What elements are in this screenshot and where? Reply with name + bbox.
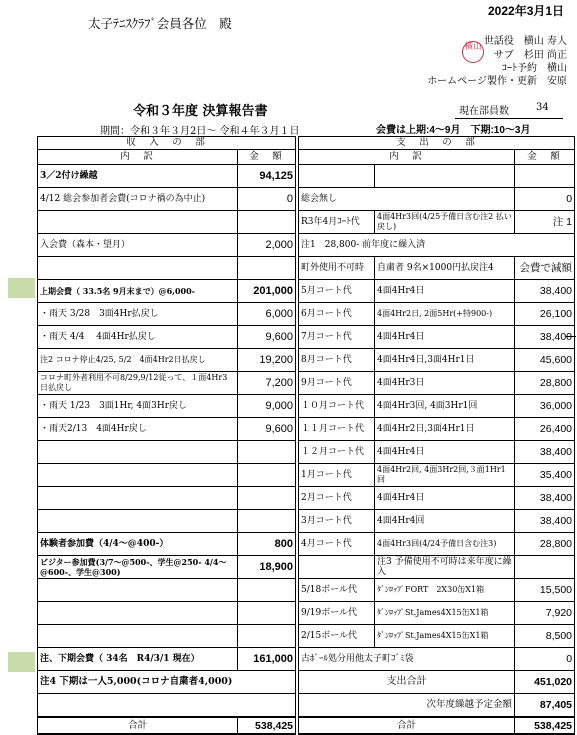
- income-amount: 19,200: [238, 349, 296, 372]
- expense-detail: 4面4Hr2回, 4面3Hr2回,３面1Hr1回: [375, 464, 515, 487]
- expense-item: 8月コート代: [299, 349, 375, 372]
- expense-amount: 38,400: [515, 326, 575, 349]
- expense-item: 総会無し: [299, 188, 515, 211]
- expense-detail: 4面4Hr2日, 2面5Hr(+特900-): [375, 303, 515, 326]
- expense-amount: 45,600: [515, 349, 575, 372]
- expense-amount: 36,000: [515, 395, 575, 418]
- table-row: [38, 464, 575, 487]
- expense-detail: 4面4Hr4日: [375, 326, 515, 349]
- income-amount: 800: [238, 533, 296, 556]
- expense-item: 9月コート代: [299, 372, 375, 395]
- table-row: [38, 211, 575, 234]
- expense-detail: 注3 予備使用不可時は来年度に繰入: [375, 556, 515, 579]
- income-item: ビジター参加費(3/7～@500-、学生@250- 4/4～@600-、学生@300): [38, 556, 238, 579]
- table-row: [38, 234, 575, 257]
- income-amount: 0: [238, 188, 296, 211]
- income-amount: 94,125: [238, 165, 296, 188]
- staff-line-1: 世話役 横山 寿人: [483, 36, 567, 47]
- income-item: [38, 257, 238, 280]
- income-item: [38, 625, 238, 648]
- income-amount: 7,200: [238, 372, 296, 395]
- income-item: [38, 441, 238, 464]
- income-item: コロナ町外者利用不可8/29,9/12従って、１面4Hr3日払戻し: [38, 372, 238, 395]
- expense-amount: [515, 165, 575, 188]
- expense-amount: 38,400: [515, 441, 575, 464]
- expense-amount: 8,500: [515, 625, 575, 648]
- expense-total: 451,020: [515, 671, 575, 694]
- members-value: 34: [536, 102, 549, 113]
- expense-item: 2/15ボール代: [299, 625, 375, 648]
- expense-detail: 4面4Hr3回, 4面3Hr1回: [375, 395, 515, 418]
- expense-detail: 4面4Hr4日: [375, 280, 515, 303]
- expense-detail: 4面4Hr3回(4/24予備日含む注3): [375, 533, 515, 556]
- expense-detail: 4面4Hr4回: [375, 510, 515, 533]
- expense-amount: 注 1: [515, 211, 575, 234]
- report-date: 2022年3月1日: [488, 4, 565, 18]
- table-row: [38, 372, 575, 395]
- table-row: [38, 395, 575, 418]
- income-item: ・雨天2/13 4面4Hr戻し: [38, 418, 238, 441]
- highlight-marker: [8, 652, 35, 672]
- table-row: [38, 602, 575, 625]
- income-amount: [238, 625, 296, 648]
- expense-item: １１月コート代: [299, 418, 375, 441]
- expense-item: 古ﾎﾞｰﾙ処分用他太子町ｺﾞﾐ袋: [299, 648, 515, 671]
- staff-line-3: ｺｰﾄ予約 横山: [502, 63, 567, 74]
- expense-sum-label: 合計: [299, 717, 515, 734]
- expense-item: １０月コート代: [299, 395, 375, 418]
- income-amount: [238, 579, 296, 602]
- table-row: [38, 556, 575, 579]
- income-amount: [238, 464, 296, 487]
- expense-item: 6月コート代: [299, 303, 375, 326]
- expense-amount: 38,400: [515, 487, 575, 510]
- expense-item: 3月コート代: [299, 510, 375, 533]
- expense-item: 5/18ボール代: [299, 579, 375, 602]
- table-row: [38, 625, 575, 648]
- members-underline: [455, 118, 563, 119]
- expense-amount: 38,400: [515, 510, 575, 533]
- report-title: 令和３年度 決算報告書: [133, 104, 268, 119]
- income-item: [38, 510, 238, 533]
- income-item: [38, 487, 238, 510]
- expense-amount: 7,920: [515, 602, 575, 625]
- expense-detail: 4面4Hr4日,3面4Hr1日: [375, 349, 515, 372]
- note4: 注4 下期は一人5,000(コロナ自粛者4,000): [38, 671, 296, 694]
- income-item: 3／2付け繰越: [38, 165, 238, 188]
- expense-amount: 0: [515, 648, 575, 671]
- expense-item: 7月コート代: [299, 326, 375, 349]
- expense-detail: ﾀﾞﾝﾛｯﾌﾟFORT 2X30缶X1箱: [375, 579, 515, 602]
- table-row: [38, 188, 575, 211]
- expense-header: 支 出 の 部: [299, 137, 575, 150]
- income-item: [38, 602, 238, 625]
- expense-item: 9/19ボール代: [299, 602, 375, 625]
- income-item: [38, 464, 238, 487]
- expense-item: 1月コート代: [299, 464, 375, 487]
- income-amount: 18,900: [238, 556, 296, 579]
- income-amount: [238, 211, 296, 234]
- table-row: [38, 533, 575, 556]
- expense-amount: 28,800: [515, 533, 575, 556]
- staff-line-2: サブ 杉田 尚正: [493, 50, 567, 61]
- expense-item: R3年4月ｺｰﾄ代: [299, 211, 375, 234]
- expense-item: [299, 556, 375, 579]
- expense-sum: 538,425: [515, 717, 575, 734]
- table-row: [38, 487, 575, 510]
- income-item: 体験者参加費（4/4～@400-）: [38, 533, 238, 556]
- expense-item: 注1 28,800- 前年度に繰入済: [299, 234, 575, 257]
- income-amount: [238, 487, 296, 510]
- expense-col-amount: 金 額: [515, 150, 575, 165]
- expense-amount: 26,100: [515, 303, 575, 326]
- expense-detail: 4面4Hr4日: [375, 487, 515, 510]
- income-item: [38, 579, 238, 602]
- expense-col-item: 内 訳: [299, 150, 515, 165]
- staff-line-4: ホームページ製作・更新 安原: [427, 76, 567, 87]
- income-item: ・雨天 3/28 3面4Hr払戻し: [38, 303, 238, 326]
- expense-item: 2月コート代: [299, 487, 375, 510]
- income-amount: 201,000: [238, 280, 296, 303]
- highlight-marker: [8, 278, 35, 298]
- expense-detail: 4面4Hr3日: [375, 372, 515, 395]
- income-amount: [238, 510, 296, 533]
- table-row: [38, 510, 575, 533]
- income-item: 上期会費（ 33.5名 9月末まで）@6,000-: [38, 280, 238, 303]
- income-item: 4/12 総会参加者会費(コロナ禍の為中止): [38, 188, 238, 211]
- expense-item: 町外使用不可時: [299, 257, 375, 280]
- expense-item: １２月コート代: [299, 441, 375, 464]
- expense-amount: 26,400: [515, 418, 575, 441]
- expense-detail: 自粛者 9名×1000円払戻注4: [375, 257, 515, 280]
- table-row: [38, 165, 575, 188]
- expense-amount: 15,500: [515, 579, 575, 602]
- table-row: [38, 441, 575, 464]
- income-item: 注2 コロナ停止4/25, 5/2 4面4Hr2日払戻し: [38, 349, 238, 372]
- carry-label: 次年度繰越予定金額: [299, 694, 515, 718]
- expense-detail: [375, 165, 515, 188]
- table-row: [38, 257, 575, 280]
- income-amount: [238, 441, 296, 464]
- carry-amount: 87,405: [515, 694, 575, 718]
- addressee: 太子ﾃﾆｽｸﾗﾌﾞ会員各位 殿: [88, 16, 232, 31]
- income-amount: 9,000: [238, 395, 296, 418]
- expense-amount: 0: [515, 188, 575, 211]
- income-total: 538,425: [238, 717, 296, 734]
- members-label: 現在部員数: [459, 106, 509, 117]
- income-amount: 2,000: [238, 234, 296, 257]
- expense-item: 5月コート代: [299, 280, 375, 303]
- blank-cell: [38, 694, 296, 718]
- report-period: 期間：令和３年３月2日～ 令和４年３月１日: [100, 126, 300, 137]
- table-row: [38, 326, 575, 349]
- expense-total-label: 支出合計: [299, 671, 515, 694]
- income-col-item: 内 訳: [38, 150, 238, 165]
- income-col-amount: 金 額: [238, 150, 296, 165]
- income-header: 収 入 の 部: [38, 137, 296, 150]
- income-amount: [238, 257, 296, 280]
- expense-amount: 会費で減額: [515, 257, 575, 280]
- expense-detail: ﾀﾞﾝﾛｯﾌﾟSt.James4X15缶X1箱: [375, 602, 515, 625]
- table-row: [38, 349, 575, 372]
- income-amount: 9,600: [238, 326, 296, 349]
- expense-detail: 4面4Hr2日,3面4Hr1日: [375, 418, 515, 441]
- expense-amount: 38,400: [515, 280, 575, 303]
- income-amount: [238, 602, 296, 625]
- expense-detail: ﾀﾞﾝﾛｯﾌﾟSt.James4X15缶X1箱: [375, 625, 515, 648]
- seal-stamp: 横山: [462, 41, 484, 63]
- expense-detail: 4面4Hr4日: [375, 441, 515, 464]
- income-item: ・雨天 4/4 4面4Hr払戻し: [38, 326, 238, 349]
- table-row: [38, 418, 575, 441]
- expense-detail: 4面4Hr3回(4/25予備日含む注2 払い戻し): [375, 211, 515, 234]
- table-row: [38, 648, 575, 671]
- expense-item: [299, 165, 375, 188]
- expense-amount: 28,800: [515, 372, 575, 395]
- settlement-table: [37, 136, 575, 735]
- table-row: [38, 303, 575, 326]
- income-amount: 161,000: [238, 648, 296, 671]
- table-row: [38, 579, 575, 602]
- income-item: ・雨天 1/23 3面1Hr, 4面3Hr戻し: [38, 395, 238, 418]
- expense-item: 4月コート代: [299, 533, 375, 556]
- income-amount: 6,000: [238, 303, 296, 326]
- table-row: [38, 280, 575, 303]
- expense-amount: 35,400: [515, 464, 575, 487]
- income-amount: 9,600: [238, 418, 296, 441]
- income-item: 注、下期会費（ 34名 R4/3/1 現在）: [38, 648, 238, 671]
- income-total-label: 合計: [38, 717, 238, 734]
- expense-amount: [515, 556, 575, 579]
- season-note: 会費は上期:4～9月 下期:10～3月: [376, 125, 531, 136]
- income-item: 入会費（森本・望月）: [38, 234, 238, 257]
- income-item: [38, 211, 238, 234]
